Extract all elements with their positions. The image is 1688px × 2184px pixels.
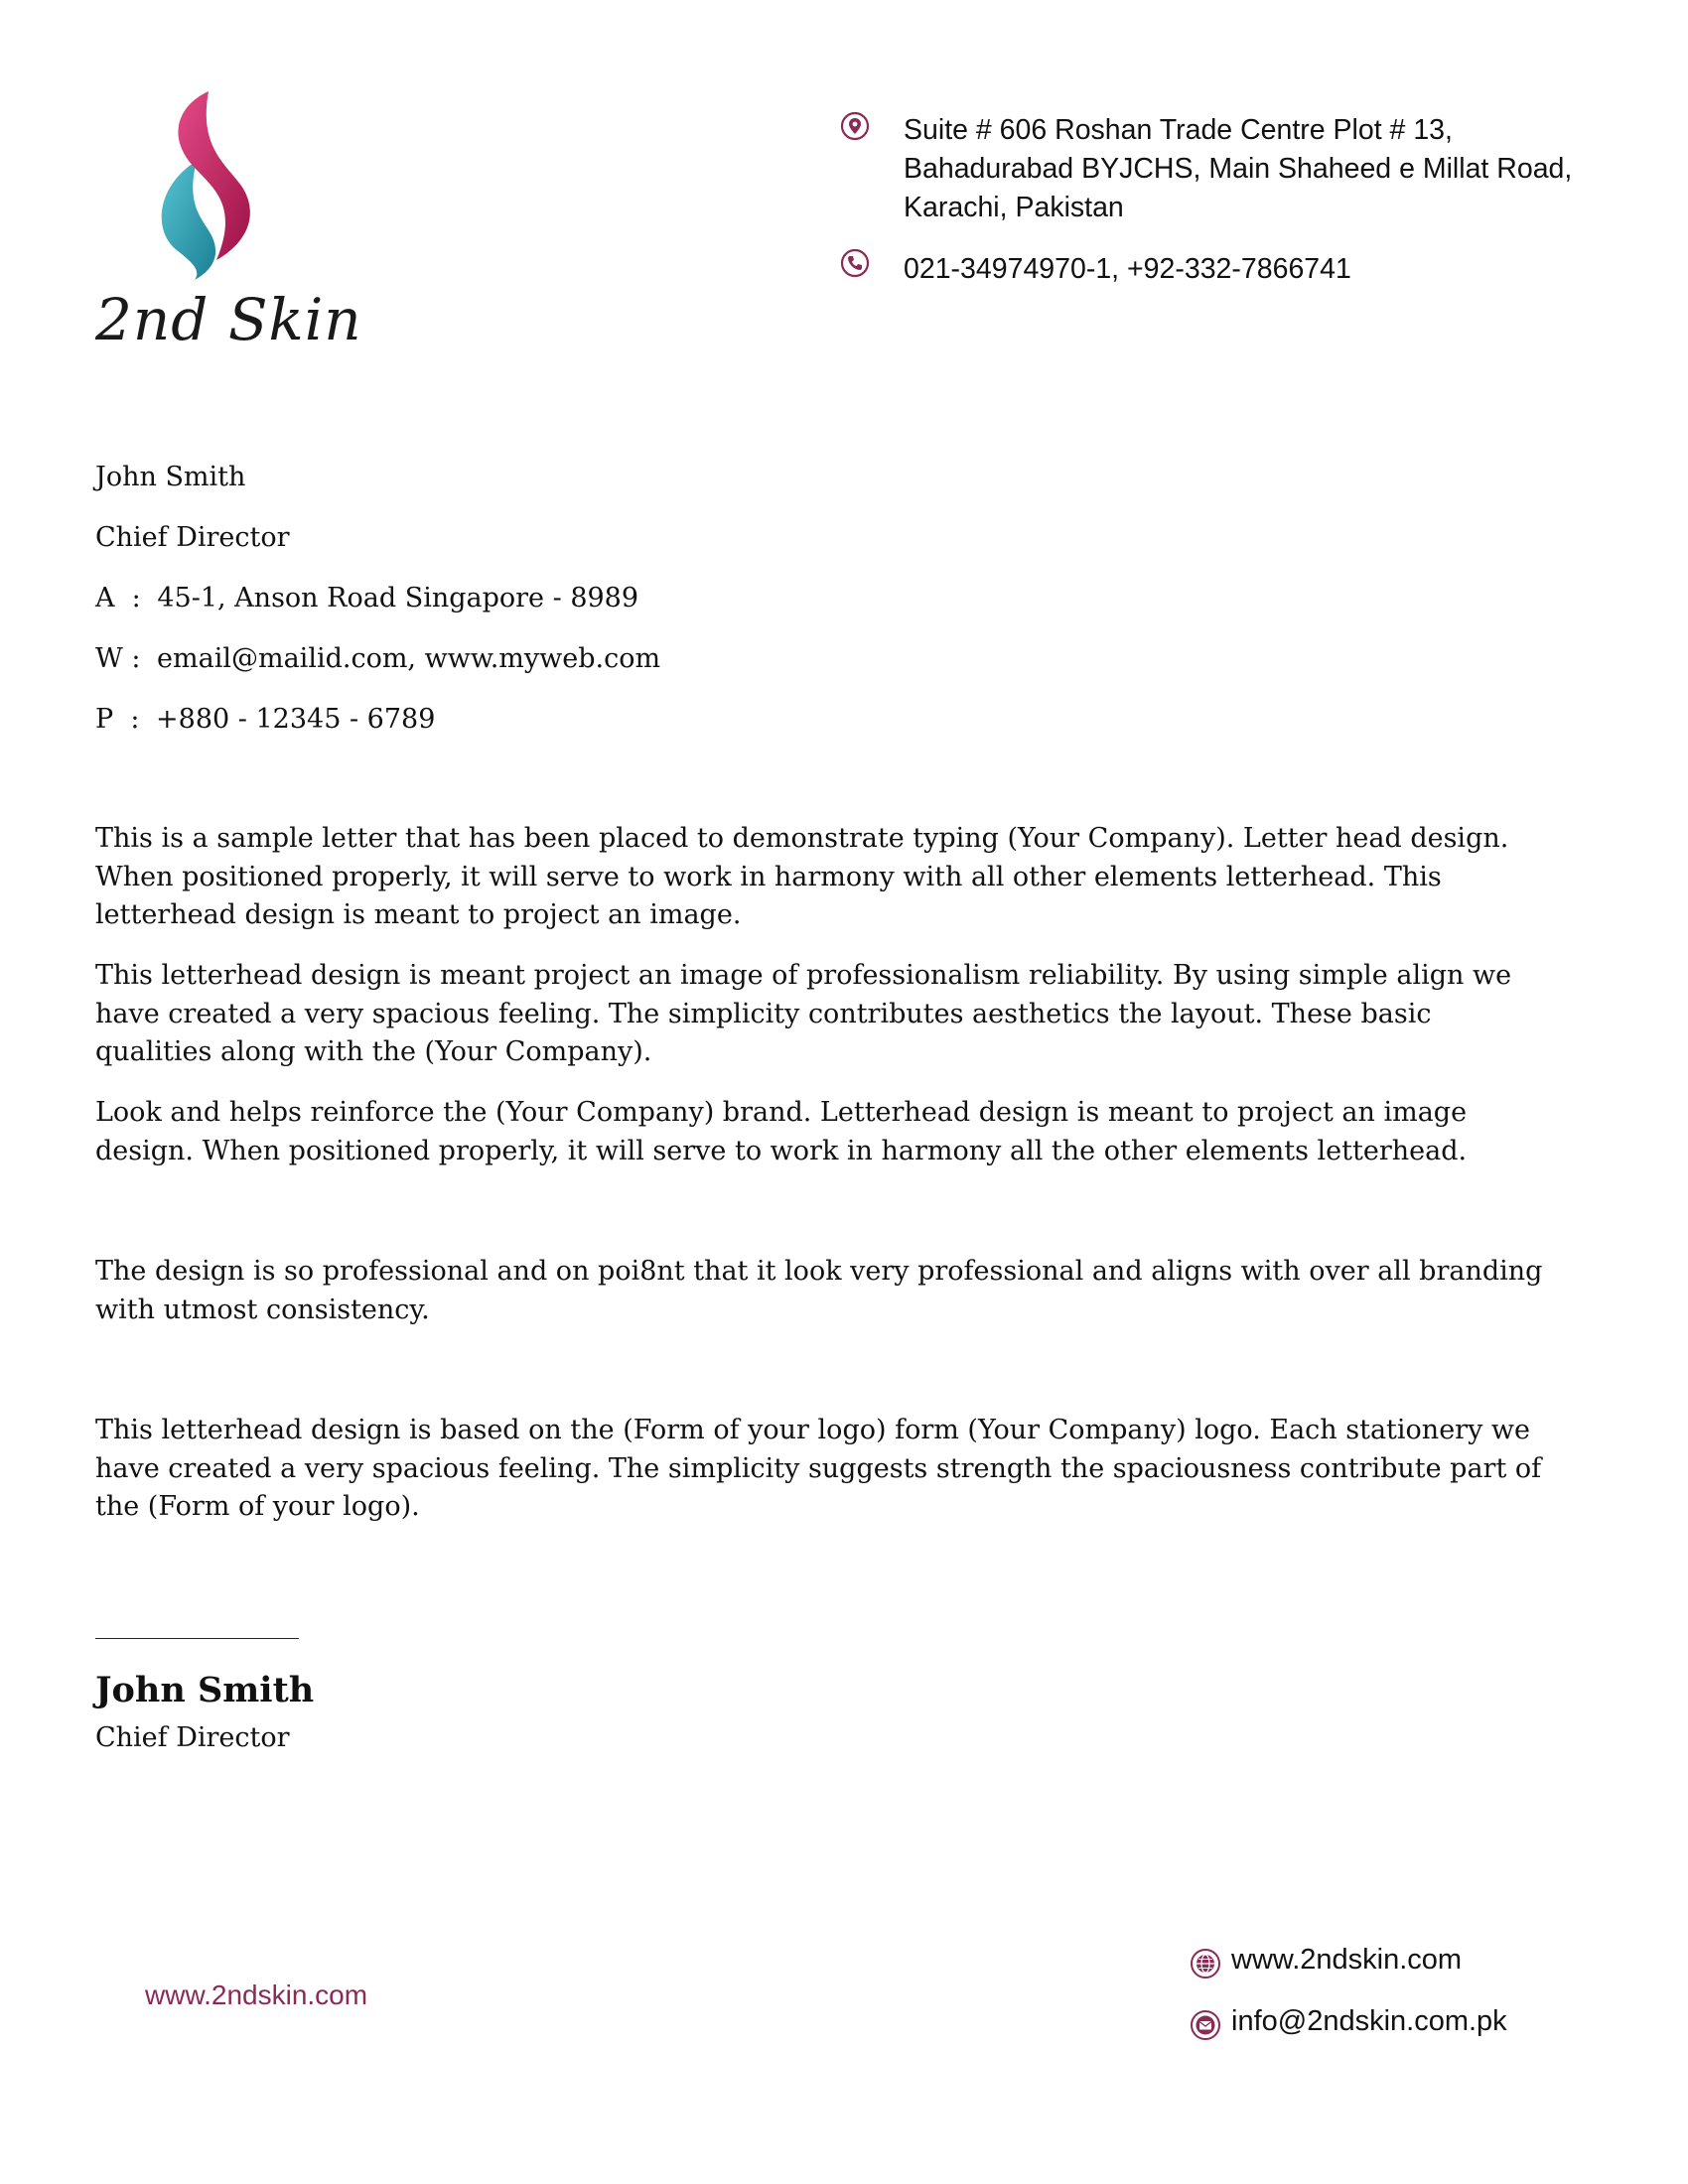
- phone-icon: [840, 248, 870, 278]
- address-key: A :: [95, 583, 141, 614]
- body-paragraph-3: Look and helps reinforce the (Your Company) brand. Letterhead design is meant to project an image design. When positioned properly, it will serve to work in harmony all the other elements letterhead.: [95, 1097, 1468, 1166]
- signature-name: John Smith: [95, 1670, 315, 1710]
- location-pin-icon: [840, 111, 870, 145]
- globe-icon: [1190, 1948, 1221, 1979]
- body-paragraph-4: The design is so professional and on poi8nt that it look very professional and aligns with over all branding with utmost consistency.: [95, 1256, 1543, 1325]
- recipient-web: email@mailid.com, www.myweb.com: [157, 643, 661, 674]
- recipient-title: Chief Director: [95, 522, 290, 553]
- body-paragraph-2: This letterhead design is meant project an image of professionalism reliability. By using simple align we have created a very spacious feeling. The simplicity contributes aesthetics the layout. These basic qualities along with the (Your Company).: [95, 960, 1512, 1067]
- recipient-name: John Smith: [95, 462, 246, 492]
- footer-contact-website[interactable]: www.2ndskin.com: [1231, 1944, 1463, 1976]
- logo-wordmark: 2nd Skin: [95, 286, 362, 353]
- phone-key: P :: [95, 704, 140, 735]
- header-address: [904, 111, 1573, 227]
- recipient-web-row: [95, 640, 660, 701]
- header-phone: 021-34974970-1, +92-332-7866741: [904, 253, 1351, 285]
- signature-line: [95, 1638, 299, 1639]
- signature-title: Chief Director: [95, 1722, 290, 1753]
- recipient-address: 45-1, Anson Road Singapore - 8989: [157, 583, 639, 614]
- web-key: W :: [95, 643, 141, 674]
- footer-contact-email[interactable]: info@2ndskin.com.pk: [1231, 2005, 1507, 2037]
- recipient-block: [95, 459, 660, 761]
- address-line-1: Suite # 606 Roshan Trade Centre Plot # 13,: [904, 114, 1453, 146]
- address-line-2: Bahadurabad BYJCHS, Main Shaheed e Millat Road,: [904, 153, 1573, 185]
- recipient-phone: +880 - 12345 - 6789: [156, 704, 436, 735]
- footer-website-link[interactable]: www.2ndskin.com: [145, 1979, 368, 2010]
- recipient-address-row: [95, 580, 660, 640]
- body-paragraph-1: This is a sample letter that has been placed to demonstrate typing (Your Company). Letter head design. When positioned properly, it will serve to work in harmony with all other elements letterhead. This letterhead design is meant to project an image.: [95, 823, 1509, 930]
- body-paragraph-5: This letterhead design is based on the (Form of your logo) form (Your Company) logo. Each stationery we have created a very spacious feeling. The simplicity suggests strength the spaciousness contribute part of the (Form of your logo).: [95, 1415, 1542, 1522]
- address-line-3: Karachi, Pakistan: [904, 192, 1124, 223]
- flame-logo-icon: [147, 91, 256, 280]
- mail-icon: [1190, 2009, 1221, 2041]
- recipient-phone-row: [95, 701, 660, 761]
